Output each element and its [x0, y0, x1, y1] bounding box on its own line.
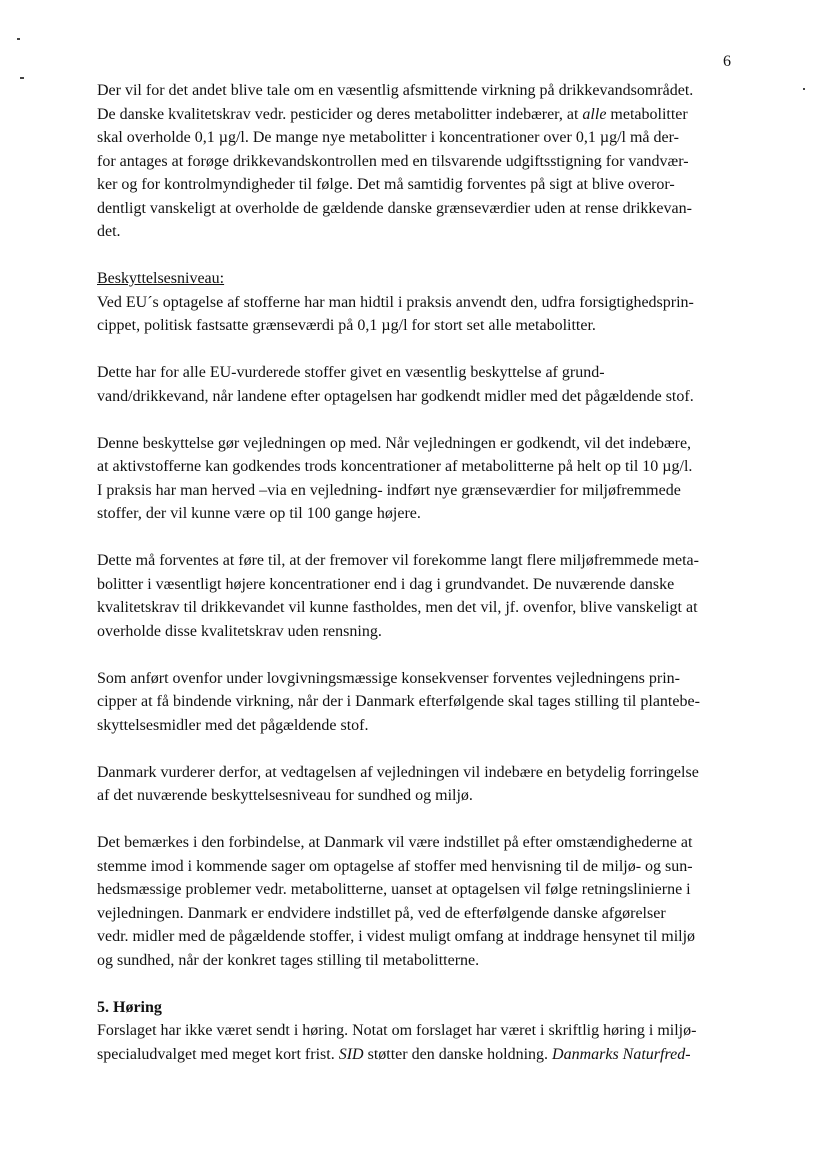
text-run: Dette har for alle EU-vurderede stoffer givet en væsentlig beskyttelse af grund-	[97, 364, 605, 381]
text-run: De danske kvalitetskrav vedr. pesticider og deres metabolitter indebærer, at	[97, 105, 583, 123]
text-run: kvalitetskrav til drikkevandet vil kunne fastholdes, men det vil, jf. ovenfor, blive vanskeligt at	[97, 599, 698, 616]
text-run: og sundhed, når der konkret tages stilling til metabolitterne.	[97, 951, 480, 969]
paragraph	[97, 996, 737, 1067]
text-line	[97, 291, 737, 315]
paragraph	[97, 667, 737, 738]
text-line	[97, 361, 737, 385]
text-run: Det bemærkes i den forbindelse, at Danmark vil være indstillet på efter omstændighederne at	[97, 834, 693, 851]
text-run: vand/drikkevand, når landene efter optagelsen har godkendt midler med det pågældende stof.	[97, 387, 694, 405]
text-run: det.	[97, 223, 121, 240]
text-run: Dette må forventes at føre til, at der fremover vil forekomme langt flere miljøfremmede meta-	[97, 552, 699, 569]
text-run: cipper at få bindende virkning, når der i Danmark efterfølgende skal tages stilling til plantebe-	[97, 693, 700, 710]
text-run: cippet, politisk fastsatte grænseværdi på 0,1 µg/l for stort set alle metabolitter.	[97, 317, 596, 334]
document-body	[97, 79, 737, 1090]
text-line	[97, 173, 737, 197]
italic-text: Danmarks Naturfred-	[552, 1045, 691, 1063]
text-run: at aktivstofferne kan godkendes trods koncentrationer af metabolitterne på helt op til 10 µg/l.	[97, 458, 693, 475]
text-line	[97, 385, 737, 409]
paragraph	[97, 361, 737, 408]
text-run: I praksis har man herved –via en vejledning- indført nye grænseværdier for miljøfremmede	[97, 481, 681, 499]
text-line	[97, 878, 737, 902]
text-run: skal overholde 0,1 µg/l. De mange nye metabolitter i koncentrationer over 0,1 µg/l må der-	[97, 129, 679, 146]
text-run: vedr. midler med de pågældende stoffer, i videst muligt omfang at inddrage hensynet til miljø	[97, 928, 696, 945]
text-line	[97, 949, 737, 973]
text-run: bolitter i væsentligt højere koncentrationer end i dag i grundvandet. De nuværende danske	[97, 575, 675, 593]
text-line	[97, 714, 737, 738]
text-run: skyttelsesmidler med det pågældende stof.	[97, 716, 369, 734]
text-run: Som anført ovenfor under lovgivningsmæssige konsekvenser forventes vejledningens prin-	[97, 669, 680, 687]
text-run: dentligt vanskeligt at overholde de gældende danske grænseværdier uden at rense drikkevan-	[97, 199, 692, 217]
text-line	[97, 855, 737, 879]
text-run: for antages at forøge drikkevandskontrollen med en tilsvarende udgiftsstigning for vandvær-	[97, 152, 689, 170]
text-line	[97, 479, 737, 503]
paragraph	[97, 267, 737, 338]
text-line	[97, 925, 737, 949]
text-line	[97, 220, 737, 244]
text-run: specialudvalget med meget kort frist.	[97, 1045, 339, 1063]
text-run: støtter den danske holdning.	[363, 1045, 553, 1063]
text-line	[97, 432, 737, 456]
paragraph	[97, 79, 737, 244]
text-line	[97, 150, 737, 174]
text-line	[97, 690, 737, 714]
text-run: Danmark vurderer derfor, at vedtagelsen af vejledningen vil indebære en betydelig forringelse	[97, 763, 699, 781]
text-line	[97, 126, 737, 150]
text-run: Denne beskyttelse gør vejledningen op med. Når vejledningen er godkendt, vil det indebære,	[97, 434, 692, 452]
paragraph	[97, 831, 737, 972]
text-run: ker og for kontrolmyndigheder til følge. Det må samtidig forventes på sigt at blive overor-	[97, 176, 675, 193]
text-line	[97, 620, 737, 644]
text-run: Ved EU´s optagelse af stofferne har man hidtil i praksis anvendt den, udfra forsigtighedsprin-	[97, 293, 694, 311]
section-heading: 5. Høring	[97, 998, 162, 1016]
text-run: vejledningen. Danmark er endvidere indstillet på, ved de efterfølgende danske afgørelser	[97, 904, 666, 922]
text-run: stoffer, der vil kunne være op til 100 gange højere.	[97, 505, 421, 522]
text-line	[97, 1043, 737, 1067]
text-line	[97, 197, 737, 221]
text-line	[97, 831, 737, 855]
text-run: metabolitter	[606, 105, 688, 123]
text-line	[97, 549, 737, 573]
text-run: af det nuværende beskyttelsesniveau for sundhed og miljø.	[97, 787, 473, 804]
italic-text: alle	[582, 105, 607, 123]
scan-speck	[17, 38, 20, 40]
text-line	[97, 502, 737, 526]
section-heading: Beskyttelsesniveau:	[97, 270, 225, 287]
text-run: Der vil for det andet blive tale om en væsentlig afsmittende virkning på drikkevandsområdet.	[97, 82, 694, 99]
text-line	[97, 596, 737, 620]
text-line	[97, 667, 737, 691]
italic-text: SID	[338, 1045, 364, 1063]
scan-speck	[20, 77, 24, 79]
text-line	[97, 761, 737, 785]
text-line	[97, 1019, 737, 1043]
scan-speck	[803, 88, 805, 90]
text-run: hedsmæssige problemer vedr. metabolitterne, uanset at optagelsen vil følge retningslinierne i	[97, 881, 691, 898]
paragraph	[97, 761, 737, 808]
text-line	[97, 573, 737, 597]
text-run: Forslaget har ikke været sendt i høring. Notat om forslaget har været i skriftlig høring i miljø-	[97, 1022, 697, 1039]
text-line	[97, 784, 737, 808]
text-line	[97, 314, 737, 338]
text-line	[97, 103, 737, 127]
paragraph	[97, 549, 737, 643]
text-run: overholde disse kvalitetskrav uden rensning.	[97, 622, 382, 640]
text-line	[97, 79, 737, 103]
text-line	[97, 455, 737, 479]
page-number: 6	[723, 53, 731, 70]
text-run: stemme imod i kommende sager om optagelse af stoffer med henvisning til de miljø- og sun-	[97, 857, 693, 875]
text-line	[97, 902, 737, 926]
paragraph	[97, 432, 737, 526]
